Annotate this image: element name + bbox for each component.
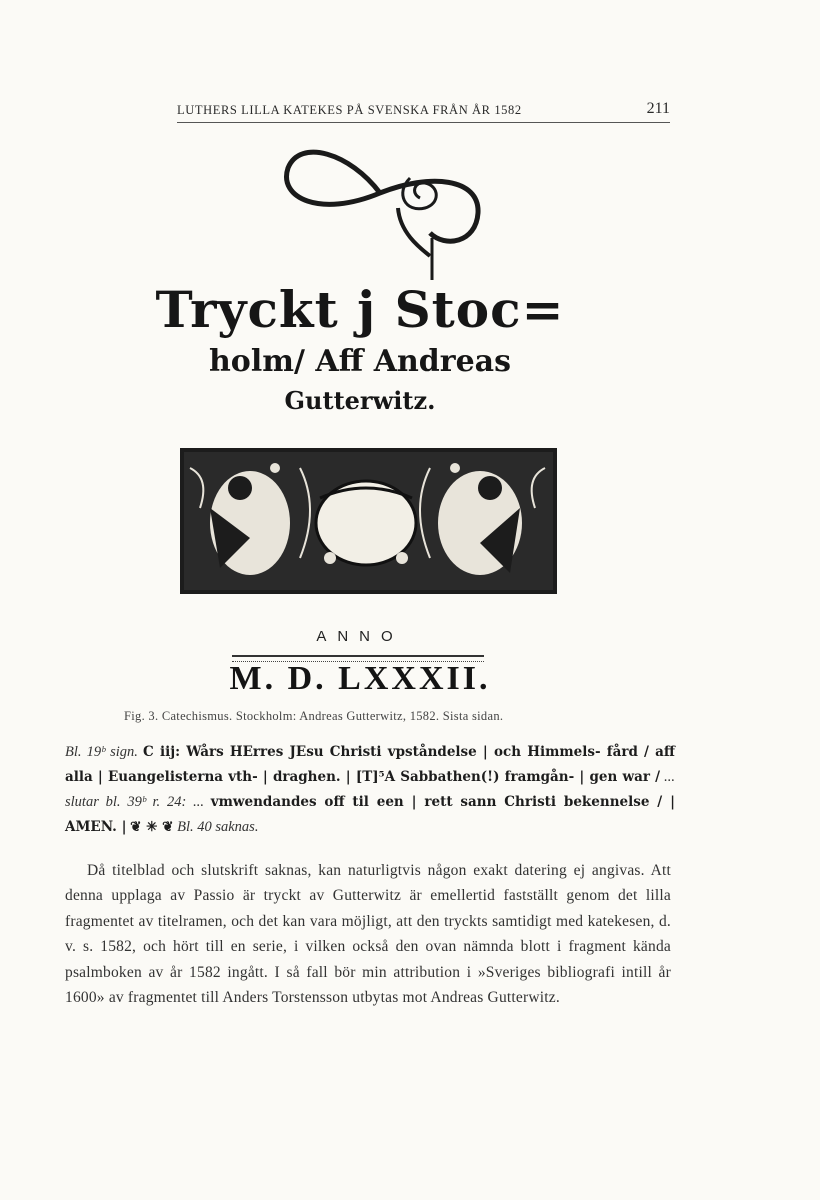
anno-label: ANNO	[316, 628, 404, 645]
running-header	[177, 100, 670, 123]
flourish-ornament	[280, 138, 490, 283]
colophon-ref-3: Bl. 40 saknas.	[177, 819, 259, 835]
woodcut-vignette	[180, 448, 557, 594]
imprint-line-3: Gutterwitz.	[284, 386, 436, 415]
page-number: 211	[646, 100, 670, 117]
colophon-text-1: C iij: Wårs HErres JEsu Christi vpståndelse | och Himmels- fård / aff alla | Euangelisterna vth- | draghen. | [T]⁵A Sabbathen(!) framgån- | gen war /	[65, 744, 675, 785]
imprint-line-2: holm/ Aff Andreas	[209, 344, 511, 379]
body-text: Då titelblad och slutskrift saknas, kan naturligtvis någon exakt datering ej angivas. Att denna upplaga av Passio är tryckt av Gutterwitz är emellertid fastställt genom det lilla fragmentet av titelramen, och det kan vara möjligt, att den tryckts samtidigt med katekesen, d. v. s. 1582, och hört till en serie, i vilken också den ovan nämnda blott i fragment kända psalmboken av år 1582 ingått. I så fall bör min attribution i »Sveriges bibliografi intill år 1600» av fragmentet till Anders Torstensson utbytas mot Andreas Gutterwitz.	[65, 862, 671, 1007]
colophon-ref-2: ... slutar bl. 39ᵇ r. 24: ...	[65, 769, 675, 810]
figure-caption: Fig. 3. Catechismus. Stockholm: Andreas Gutterwitz, 1582. Sista sidan.	[124, 709, 504, 723]
colophon-text-2: vmwendandes off til een | rett sann Christi bekennelse / | AMEN. |	[65, 794, 675, 835]
imprint-year: M. D. LXXXII.	[229, 660, 491, 697]
body-paragraph	[65, 858, 671, 1010]
colophon-description	[65, 740, 675, 840]
colophon-ref-1: Bl. 19ᵇ sign.	[65, 744, 138, 760]
running-title: LUTHERS LILLA KATEKES PÅ SVENSKA FRÅN ÅR 1582	[177, 103, 522, 117]
imprint-line-1: Tryckt j Stoc=	[155, 280, 565, 339]
colophon-ornaments: ❦ ✳ ❦	[130, 819, 174, 835]
